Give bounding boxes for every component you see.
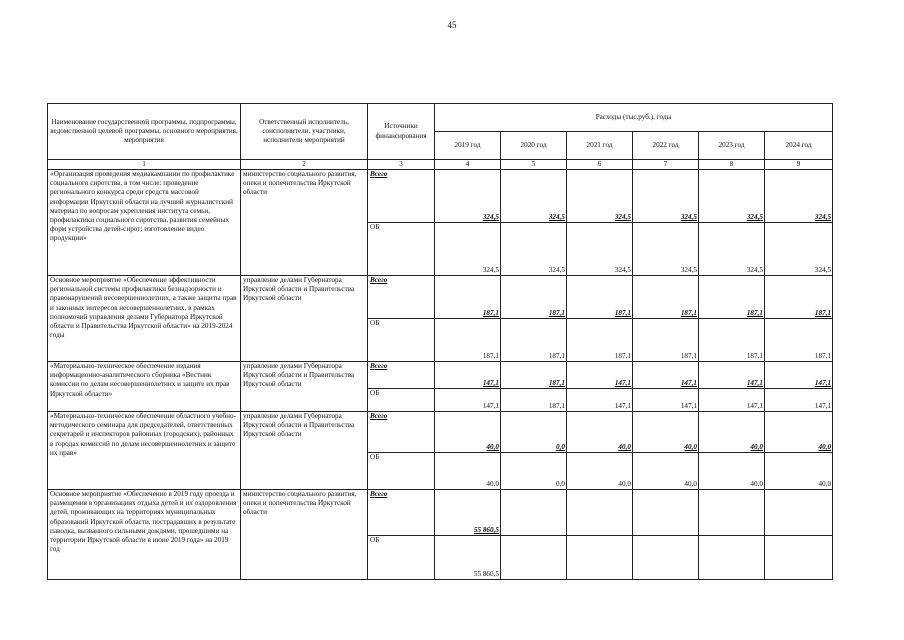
measure-name: Основное мероприятие «Обеспечение эффективности региональной системы профилактики безнадзорности и правонарушений несовершеннолетних, а также защиты прав и законных интересов несовершеннолетних, в рамках полномочий управления делами Губернатора Иркутской области и Правительства Иркутской области» на 2019-2024 годы bbox=[48, 276, 241, 362]
ob-value: 324,5 bbox=[567, 223, 633, 276]
page-number: 45 bbox=[447, 20, 457, 30]
ob-value: 0,0 bbox=[501, 453, 567, 490]
header-executor: Ответственный исполнитель, соисполнители, участники, исполнители мероприятий bbox=[241, 104, 368, 160]
total-value: 40,0 bbox=[633, 412, 699, 453]
total-value: 187,1 bbox=[699, 276, 765, 319]
total-value: 187,1 bbox=[435, 276, 501, 319]
header-year: 2024 год bbox=[765, 132, 833, 160]
ob-value: 187,1 bbox=[699, 319, 765, 362]
measure-executor: управление делами Губернатора Иркутской области и Правительства Иркутской области bbox=[241, 362, 368, 412]
header-name: Наименование государственной программы, подпрограммы, ведомственной целевой программы, основного мероприятия, мероприятия bbox=[48, 104, 241, 160]
ob-value: 324,5 bbox=[501, 223, 567, 276]
total-value bbox=[633, 490, 699, 536]
ob-value: 187,1 bbox=[501, 319, 567, 362]
total-value: 187,1 bbox=[501, 362, 567, 389]
total-value: 187,1 bbox=[567, 276, 633, 319]
header-year: 2020 год bbox=[501, 132, 567, 160]
column-number: 9 bbox=[765, 160, 833, 170]
total-value: 147,1 bbox=[633, 362, 699, 389]
ob-value: 40,0 bbox=[765, 453, 833, 490]
column-number: 1 bbox=[48, 160, 241, 170]
header-year: 2021 год bbox=[567, 132, 633, 160]
ob-value: 324,5 bbox=[765, 223, 833, 276]
ob-value: 187,1 bbox=[435, 319, 501, 362]
ob-value: 147,1 bbox=[435, 389, 501, 412]
total-value: 40,0 bbox=[765, 412, 833, 453]
column-number: 7 bbox=[633, 160, 699, 170]
column-number: 3 bbox=[368, 160, 435, 170]
total-value: 0,0 bbox=[501, 412, 567, 453]
total-value: 187,1 bbox=[633, 276, 699, 319]
measure-executor: управление делами Губернатора Иркутской области и Правительства Иркутской области bbox=[241, 412, 368, 490]
total-value: 187,1 bbox=[765, 276, 833, 319]
measure-name: «Организация проведения медиакампании по профилактике социального сиротства, в том числе: проведение регионального конкурса среди средств массовой информации Иркутской области на лучший журналистский материал по вопросам укрепления института семьи, профилактики социального сиротства, развития семейных форм устройства детей-сирот; изготовление видео продукции» bbox=[48, 170, 241, 276]
table-row bbox=[48, 276, 833, 319]
ob-value: 40,0 bbox=[633, 453, 699, 490]
total-value: 324,5 bbox=[435, 170, 501, 223]
source-ob-label: ОБ bbox=[368, 223, 435, 276]
source-total-label: Всего bbox=[368, 170, 435, 223]
ob-value: 40,0 bbox=[567, 453, 633, 490]
header-expenses: Расходы (тыс.руб.), годы bbox=[435, 104, 833, 132]
total-value: 147,1 bbox=[699, 362, 765, 389]
total-value: 324,5 bbox=[633, 170, 699, 223]
measure-executor: министерство социального развития, опеки и попечительства Иркутской области bbox=[241, 170, 368, 276]
ob-value: 324,5 bbox=[699, 223, 765, 276]
total-value: 40,0 bbox=[435, 412, 501, 453]
ob-value bbox=[567, 536, 633, 580]
total-value: 147,1 bbox=[765, 362, 833, 389]
total-value: 147,1 bbox=[435, 362, 501, 389]
table-row bbox=[48, 412, 833, 453]
header-year: 2022 год bbox=[633, 132, 699, 160]
measure-executor: министерство социального развития, опеки и попечительства Иркутской области bbox=[241, 490, 368, 580]
table-row bbox=[48, 362, 833, 389]
total-value: 40,0 bbox=[699, 412, 765, 453]
source-ob-label: ОБ bbox=[368, 389, 435, 412]
table-row bbox=[48, 490, 833, 536]
column-number: 6 bbox=[567, 160, 633, 170]
total-value: 187,1 bbox=[501, 276, 567, 319]
header-source: Источники финансирования bbox=[368, 104, 435, 160]
ob-value: 40,0 bbox=[435, 453, 501, 490]
ob-value bbox=[633, 536, 699, 580]
header-year: 2019 год bbox=[435, 132, 501, 160]
ob-value bbox=[765, 536, 833, 580]
total-value: 324,5 bbox=[567, 170, 633, 223]
column-number: 2 bbox=[241, 160, 368, 170]
total-value: 55 860,5 bbox=[435, 490, 501, 536]
measure-executor: управление делами Губернатора Иркутской области и Правительства Иркутской области bbox=[241, 276, 368, 362]
column-number: 4 bbox=[435, 160, 501, 170]
source-ob-label: ОБ bbox=[368, 536, 435, 580]
measure-name: Основное мероприятие «Обеспечение в 2019 году проезда и размещения в организациях отдыха детей и их оздоровления детей, проживающих на территориях муниципальных образований Иркутской области, пострадавших в результате паводка, вызванного сильными дождями, прошедшими на территории Иркутской области в июне 2019 года» на 2019 год bbox=[48, 490, 241, 580]
source-total-label: Всего bbox=[368, 490, 435, 536]
ob-value: 187,1 bbox=[765, 319, 833, 362]
ob-value: 187,1 bbox=[501, 389, 567, 412]
expenses-table bbox=[47, 103, 833, 580]
ob-value: 147,1 bbox=[765, 389, 833, 412]
measure-name: «Материально-техническое обеспечение областного учебно-методического семинара для председателей, ответственных секретарей и инспекторов районных (городских), районных в городах комиссий по делам несовершеннолетних и защите их прав» bbox=[48, 412, 241, 490]
column-number: 8 bbox=[699, 160, 765, 170]
total-value bbox=[567, 490, 633, 536]
ob-value bbox=[501, 536, 567, 580]
ob-value: 147,1 bbox=[699, 389, 765, 412]
total-value: 147,1 bbox=[567, 362, 633, 389]
ob-value: 40,0 bbox=[699, 453, 765, 490]
total-value bbox=[501, 490, 567, 536]
measure-name: «Материально-техническое обеспечение издания информационно-аналитического сборника «Вестник комиссии по делам несовершеннолетних и защите их прав Иркутской области» bbox=[48, 362, 241, 412]
table-row bbox=[48, 170, 833, 223]
header-year: 2023 год bbox=[699, 132, 765, 160]
total-value bbox=[699, 490, 765, 536]
total-value: 324,5 bbox=[765, 170, 833, 223]
source-ob-label: ОБ bbox=[368, 319, 435, 362]
total-value: 40,0 bbox=[567, 412, 633, 453]
total-value: 324,5 bbox=[699, 170, 765, 223]
ob-value: 187,1 bbox=[567, 319, 633, 362]
source-total-label: Всего bbox=[368, 412, 435, 453]
total-value: 324,5 bbox=[501, 170, 567, 223]
total-value bbox=[765, 490, 833, 536]
source-ob-label: ОБ bbox=[368, 453, 435, 490]
ob-value: 187,1 bbox=[633, 319, 699, 362]
column-number: 5 bbox=[501, 160, 567, 170]
ob-value: 147,1 bbox=[633, 389, 699, 412]
source-total-label: Всего bbox=[368, 362, 435, 389]
ob-value bbox=[699, 536, 765, 580]
ob-value: 55 860,5 bbox=[435, 536, 501, 580]
ob-value: 324,5 bbox=[633, 223, 699, 276]
ob-value: 147,1 bbox=[567, 389, 633, 412]
source-total-label: Всего bbox=[368, 276, 435, 319]
ob-value: 324,5 bbox=[435, 223, 501, 276]
